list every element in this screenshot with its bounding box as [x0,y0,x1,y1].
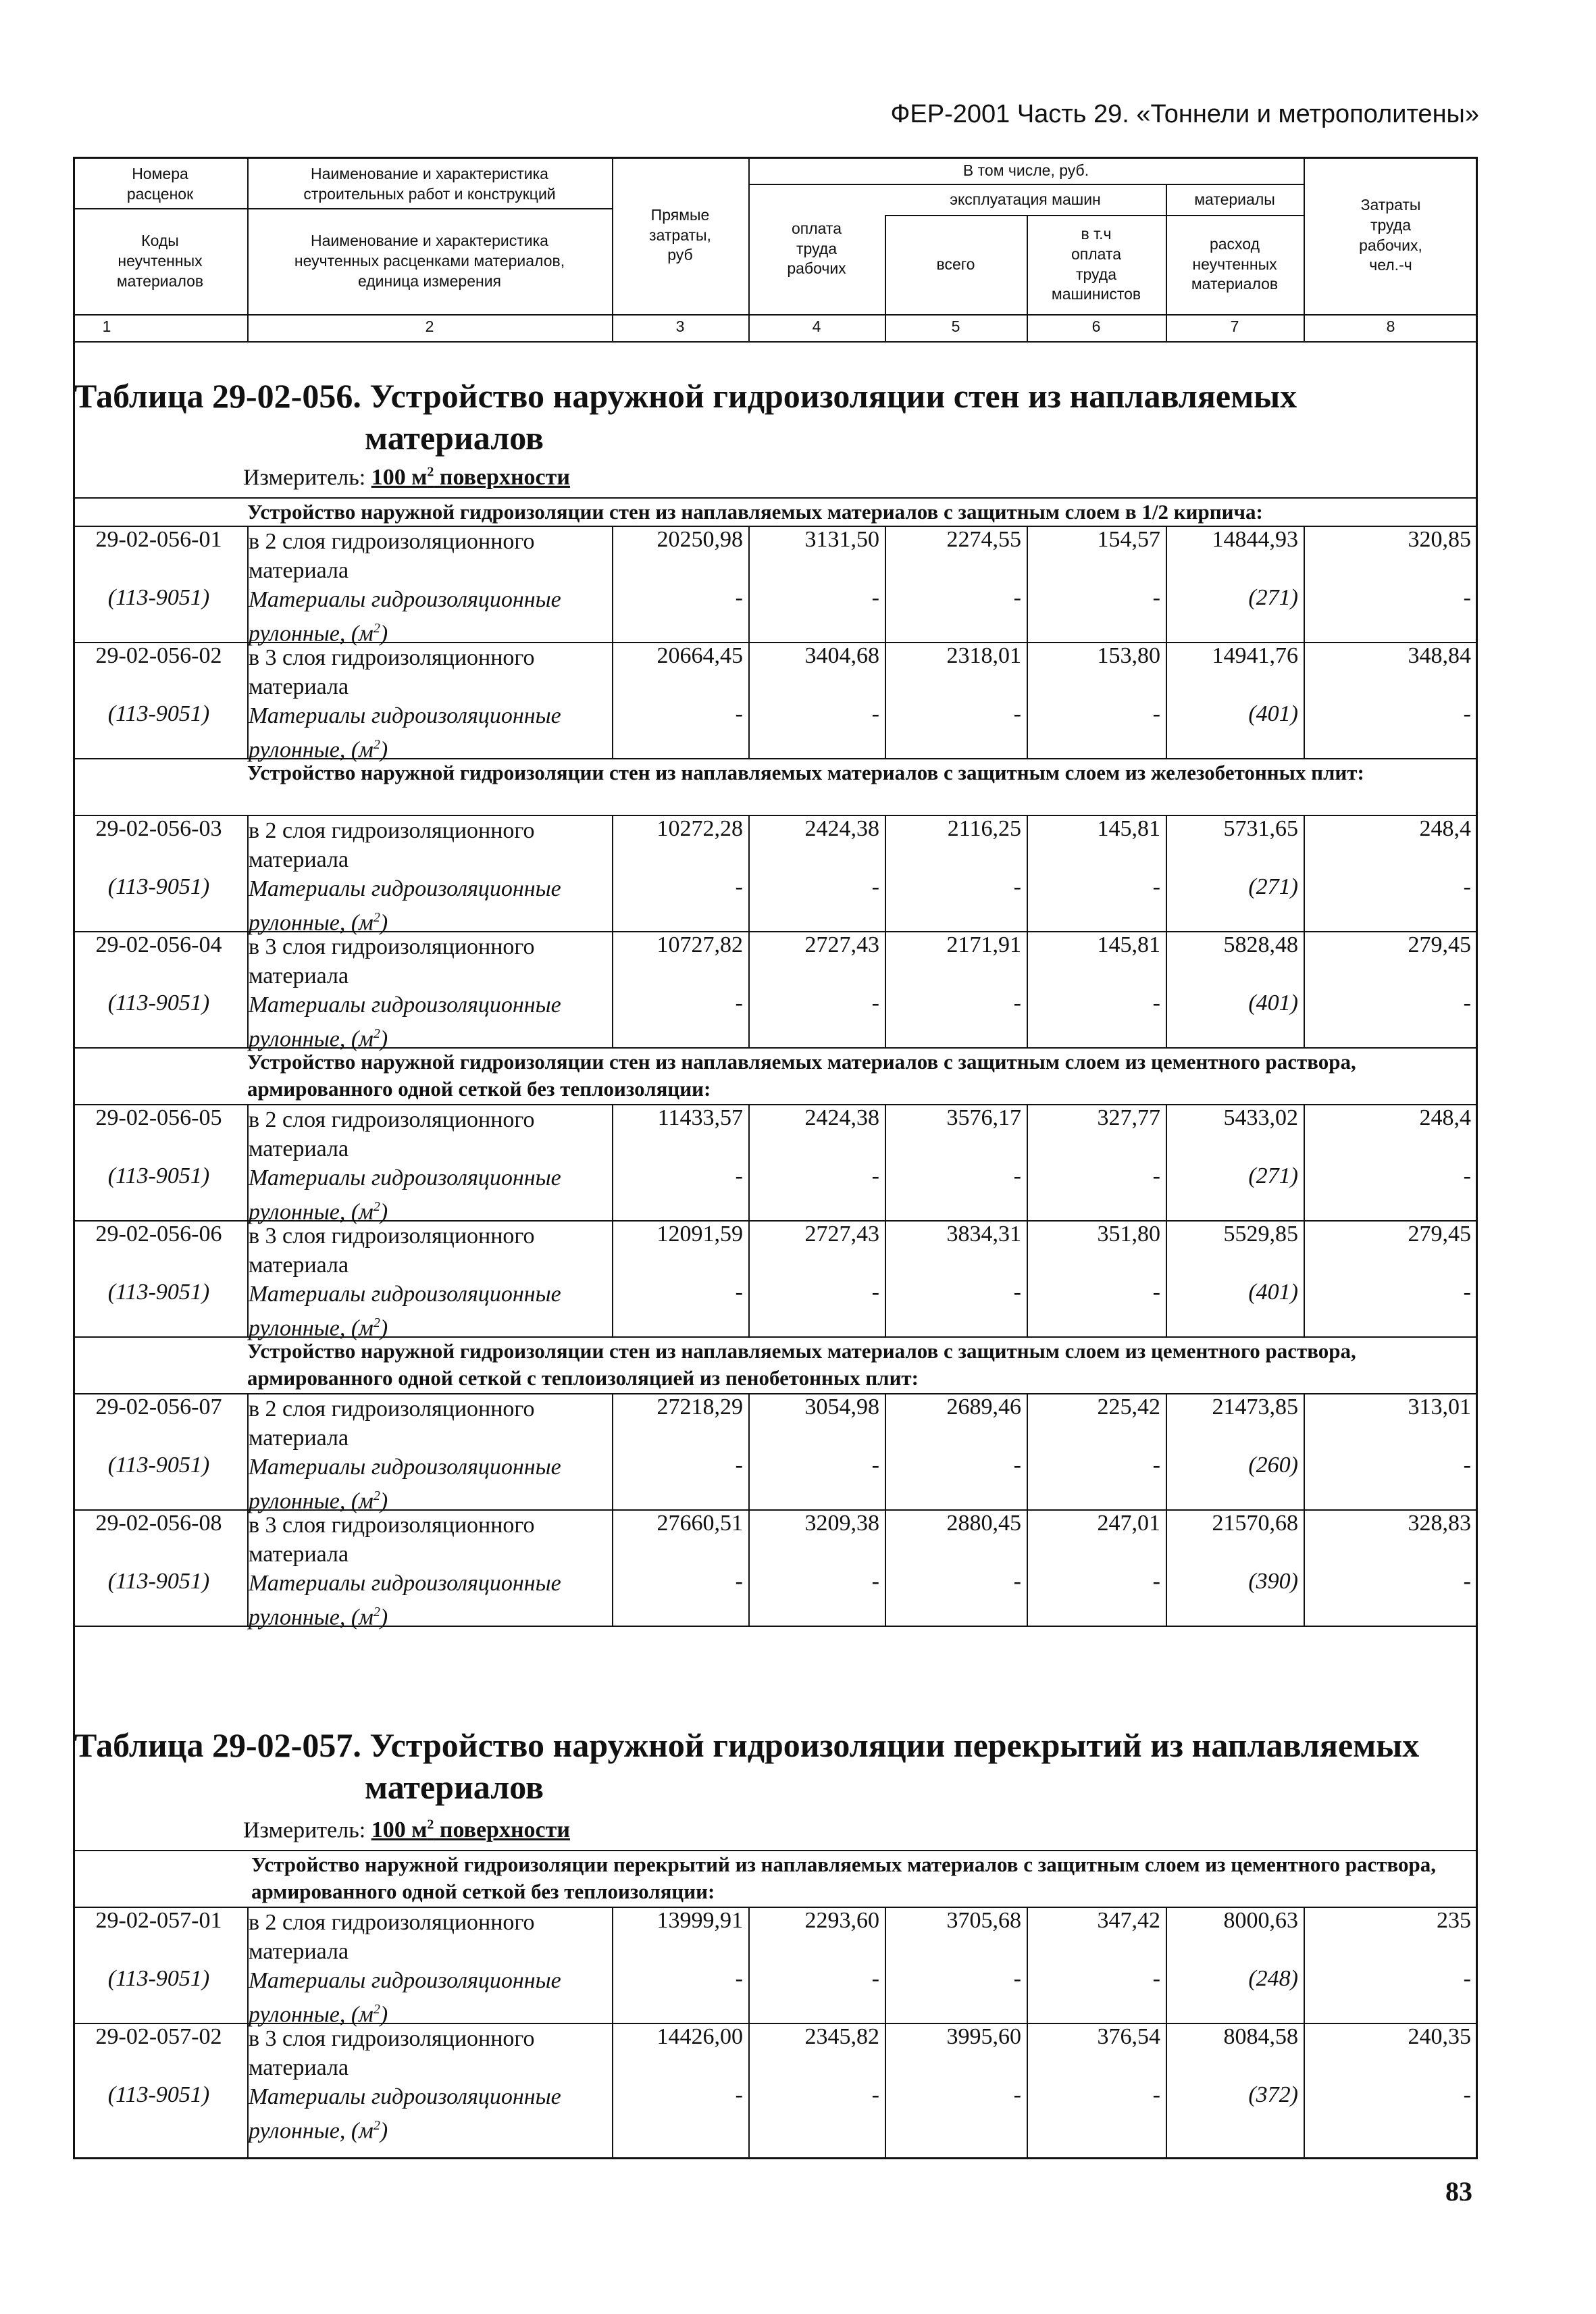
dash: - [1463,874,1471,899]
table-title [74,375,1297,459]
material-code: (113-9051) [107,1280,210,1305]
materials-value: 21570,68 [1212,1511,1298,1536]
machinist-wages-value: 327,77 [1097,1105,1160,1130]
dash: - [1013,585,1021,610]
col-header-machines: эксплуатация машин [950,191,1101,209]
unit-close: ) [380,737,388,763]
work-description: в 2 слоя гидроизоляционного материала [249,529,535,583]
header-divider [73,208,247,209]
material-use-value: (260) [1248,1453,1298,1478]
machines-value: 2318,01 [946,643,1021,668]
labor-value: 279,45 [1408,932,1471,957]
dash: - [871,585,879,610]
wages-value: 2345,82 [804,2024,879,2049]
machinist-wages-value: 351,80 [1097,1222,1160,1247]
labor-value: 279,45 [1408,1222,1471,1247]
unit-close: ) [380,1488,388,1514]
labor-value: 328,83 [1408,1511,1471,1536]
col-number: 2 [425,318,434,335]
machines-value: 2880,45 [946,1511,1021,1536]
unit-close: ) [380,2118,388,2144]
material-code: (113-9051) [107,1163,210,1188]
labor-value: 248,4 [1419,816,1471,841]
dash: - [1013,701,1021,726]
material-code: (113-9051) [107,990,210,1015]
material-code: (113-9051) [107,701,210,726]
dash: - [1152,1453,1160,1478]
unit-close: ) [380,621,388,647]
material-description [249,585,613,648]
table-title-line: материалов [365,419,544,457]
dash: - [735,1453,743,1478]
dash: - [1463,585,1471,610]
material-code: (113-9051) [107,1569,210,1594]
machines-value: 2274,55 [946,527,1021,552]
meter-unit-exponent: 2 [427,465,434,480]
header-divider [73,314,1478,316]
dash: - [871,1569,879,1594]
material-name: Материалы гидроизоляционные рулонные, (м [249,1282,561,1341]
material-use-value: (390) [1248,1569,1298,1594]
dash: - [1013,1453,1021,1478]
material-code: (113-9051) [107,2082,210,2107]
work-description: в 3 слоя гидроизоляционного материала [249,1513,535,1567]
col-header-direct-costs: Прямые затраты, руб [649,205,711,264]
machinist-wages-value: 225,42 [1097,1394,1160,1419]
unit-exponent: 2 [373,621,380,636]
work-description: в 2 слоя гидроизоляционного материала [249,1397,535,1451]
unit-exponent: 2 [373,1488,380,1503]
direct-costs-value: 27218,29 [657,1394,743,1419]
section-heading: Устройство наружной гидроизоляции стен из наплавляемых материалов с защитным слоем в 1/2 кирпича: [247,500,1263,524]
rate-code: 29-02-057-02 [95,2024,222,2049]
col-header-materials-use: расход неучтенных материалов [1191,234,1279,293]
machinist-wages-value: 145,81 [1097,932,1160,957]
material-description [249,874,613,937]
dash: - [1013,2082,1021,2107]
material-use-value: (372) [1248,2082,1298,2107]
material-name: Материалы гидроизоляционные рулонные, (м [249,587,561,647]
unit-exponent: 2 [373,2002,380,2017]
dash: - [735,874,743,899]
table-title-line: материалов [365,1768,544,1806]
wages-value: 3054,98 [804,1394,879,1419]
rate-code: 29-02-056-05 [95,1105,222,1130]
col-header-wages: оплата труда рабочих [787,219,846,278]
col-number: 3 [675,318,685,335]
dash: - [1013,1280,1021,1305]
machines-value: 3995,60 [946,2024,1021,2049]
dash: - [871,990,879,1015]
materials-value: 8084,58 [1223,2024,1298,2049]
material-use-value: (248) [1248,1966,1298,1991]
unit-close: ) [380,910,388,936]
direct-costs-value: 27660,51 [657,1511,743,1536]
material-description [249,1966,613,2029]
dash: - [1013,990,1021,1015]
table-meter [243,465,570,491]
dash: - [1463,2082,1471,2107]
unit-exponent: 2 [373,910,380,925]
machines-value: 2116,25 [947,816,1021,841]
material-code: (113-9051) [107,1453,210,1478]
unit-exponent: 2 [373,737,380,752]
material-use-value: (401) [1248,1280,1298,1305]
material-use-value: (271) [1248,874,1298,899]
direct-costs-value: 13999,91 [657,1908,743,1933]
col-header-machines-total: всего [936,255,975,273]
dash: - [871,1966,879,1991]
dash: - [735,1280,743,1305]
unit-close: ) [380,1026,388,1052]
materials-value: 5529,85 [1223,1222,1298,1247]
machinist-wages-value: 153,80 [1097,643,1160,668]
page-number: 83 [1445,2176,1472,2207]
work-description: в 3 слоя гидроизоляционного материала [249,934,535,988]
material-code: (113-9051) [107,874,210,899]
dash: - [735,1966,743,1991]
material-description [249,1280,613,1342]
unit-exponent: 2 [373,1199,380,1214]
labor-value: 313,01 [1408,1394,1471,1419]
machinist-wages-value: 154,57 [1097,527,1160,552]
direct-costs-value: 14426,00 [657,2024,743,2049]
labor-value: 240,35 [1408,2024,1471,2049]
meter-amount: 100 м [371,465,428,491]
machines-value: 3834,31 [946,1222,1021,1247]
direct-costs-value: 20664,45 [657,643,743,668]
work-description: в 3 слоя гидроизоляционного материала [249,1224,535,1278]
materials-value: 14844,93 [1212,527,1298,552]
section-heading: Устройство наружной гидроизоляции перекрытий из наплавляемых материалов с защитным слоем из цементного раствора, армированного одной сеткой без теплоизоляции: [251,1853,1437,1903]
material-name: Материалы гидроизоляционные рулонные, (м [249,992,561,1052]
unit-exponent: 2 [373,2118,380,2133]
table-title-line: Таблица 29-02-057. Устройство наружной гидроизоляции перекрытий из наплавляемых [74,1726,1420,1764]
wages-value: 2727,43 [804,1222,879,1247]
materials-value: 8000,63 [1223,1908,1298,1933]
unit-exponent: 2 [373,1605,380,1619]
rate-code: 29-02-056-01 [95,527,222,552]
wages-value: 3131,50 [804,527,879,552]
machinist-wages-value: 376,54 [1097,2024,1160,2049]
dash: - [1463,1163,1471,1188]
machinist-wages-value: 145,81 [1097,816,1160,841]
labor-value: 248,4 [1419,1105,1471,1130]
work-description: в 2 слоя гидроизоляционного материала [249,1910,535,1964]
meter-amount: 100 м [371,1817,428,1843]
unit-exponent: 2 [373,1026,380,1041]
wages-value: 2424,38 [804,1105,879,1130]
material-description [249,1163,613,1226]
unit-close: ) [380,1315,388,1341]
dash: - [735,701,743,726]
unit-exponent: 2 [373,1315,380,1330]
row-divider [73,1626,1478,1627]
col-number: 7 [1230,318,1239,335]
work-description: в 3 слоя гидроизоляционного материала [249,645,535,699]
dash: - [1463,1280,1471,1305]
unit-close: ) [380,1199,388,1225]
dash: - [871,1280,879,1305]
dash: - [1152,1163,1160,1188]
materials-value: 5828,48 [1223,932,1298,957]
col-number: 1 [102,318,111,335]
dash: - [1463,1966,1471,1991]
rate-code: 29-02-057-01 [95,1908,222,1933]
col-header-material-name: Наименование и характеристика неучтенных расценками материалов, единица измерения [294,232,565,290]
material-description [249,1569,613,1632]
material-code: (113-9051) [107,1966,210,1991]
direct-costs-value: 11433,57 [657,1105,743,1130]
dash: - [1152,701,1160,726]
materials-value: 5433,02 [1223,1105,1298,1130]
section-heading: Устройство наружной гидроизоляции стен из наплавляемых материалов с защитным слоем из цементного раствора, армированного одной сеткой с теплоизоляцией из пенобетонных плит: [247,1339,1356,1390]
dash: - [1463,990,1471,1015]
material-description [249,2082,613,2145]
material-name: Материалы гидроизоляционные рулонные, (м [249,1968,561,2028]
dash: - [1152,874,1160,899]
header-divider [247,208,612,209]
material-name: Материалы гидроизоляционные рулонные, (м [249,876,561,936]
dash: - [1152,1966,1160,1991]
page-header-title: ФЕР-2001 Часть 29. «Тоннели и метрополитены» [890,100,1479,128]
dash: - [1152,585,1160,610]
rate-code: 29-02-056-03 [95,816,222,841]
labor-value: 235 [1437,1908,1471,1933]
dash: - [1463,701,1471,726]
dash: - [735,990,743,1015]
dash: - [1013,1569,1021,1594]
meter-value [371,465,570,490]
material-description [249,990,613,1053]
dash: - [1013,1966,1021,1991]
material-name: Материалы гидроизоляционные рулонные, (м [249,2084,561,2144]
labor-value: 348,84 [1408,643,1471,668]
material-use-value: (401) [1248,701,1298,726]
dash: - [1152,1280,1160,1305]
col-number: 4 [812,318,821,335]
meter-suffix: поверхности [434,1817,570,1843]
material-description [249,701,613,764]
dash: - [735,1569,743,1594]
dash: - [1013,874,1021,899]
dash: - [1463,1569,1471,1594]
col-number: 6 [1091,318,1101,335]
dash: - [1463,1453,1471,1478]
col-header-including: В том числе, руб. [962,161,1089,180]
work-description: в 3 слоя гидроизоляционного материала [249,2026,535,2080]
direct-costs-value: 20250,98 [657,527,743,552]
machines-value: 2171,91 [946,932,1021,957]
meter-suffix: поверхности [434,465,570,491]
col-header-machinist-wages: в т.ч оплата труда машинистов [1051,224,1141,303]
material-description [249,1453,613,1515]
machinist-wages-value: 347,42 [1097,1908,1160,1933]
wages-value: 3404,68 [804,643,879,668]
work-description: в 2 слоя гидроизоляционного материала [249,818,535,872]
wages-value: 2424,38 [804,816,879,841]
dash: - [871,874,879,899]
meter-unit-exponent: 2 [427,1817,434,1832]
dash: - [1152,990,1160,1015]
table-title-line: Таблица 29-02-056. Устройство наружной гидроизоляции стен из наплавляемых [74,377,1297,415]
material-name: Материалы гидроизоляционные рулонные, (м [249,1455,561,1514]
col-header-labor: Затраты труда рабочих, чел.-ч [1359,195,1422,274]
section-heading: Устройство наружной гидроизоляции стен из наплавляемых материалов с защитным слоем из цементного раствора, армированного одной сеткой без теплоизоляции: [247,1050,1356,1101]
material-use-value: (271) [1248,585,1298,610]
wages-value: 3209,38 [804,1511,879,1536]
col-header-materials: материалы [1194,191,1275,209]
dash: - [735,585,743,610]
unit-close: ) [380,2002,388,2028]
machinist-wages-value: 247,01 [1097,1511,1160,1536]
dash: - [871,1453,879,1478]
table-meter [243,1817,570,1843]
meter-prefix: Измеритель: [243,1817,371,1843]
col-header-work-name: Наименование и характеристика строительных работ и конструкций [303,165,556,203]
unit-close: ) [380,1605,388,1630]
materials-value: 5731,65 [1223,816,1298,841]
meter-prefix: Измеритель: [243,465,371,491]
material-name: Материалы гидроизоляционные рулонные, (м [249,703,561,763]
rate-code: 29-02-056-02 [95,643,222,668]
machines-value: 3705,68 [946,1908,1021,1933]
materials-value: 21473,85 [1212,1394,1298,1419]
wages-value: 2727,43 [804,932,879,957]
dash: - [871,701,879,726]
rate-code: 29-02-056-06 [95,1222,222,1247]
direct-costs-value: 10272,28 [657,816,743,841]
machines-value: 2689,46 [946,1394,1021,1419]
meter-value [371,1817,570,1842]
dash: - [735,2082,743,2107]
labor-value: 320,85 [1408,527,1471,552]
dash: - [871,1163,879,1188]
col-header-rate-codes: Коды неучтенных материалов [116,232,204,290]
rate-code: 29-02-056-04 [95,932,222,957]
dash: - [1152,1569,1160,1594]
col-header-rate-numbers: Номера расценок [126,165,194,203]
wages-value: 2293,60 [804,1908,879,1933]
machines-value: 3576,17 [946,1105,1021,1130]
material-name: Материалы гидроизоляционные рулонные, (м [249,1571,561,1630]
rate-code: 29-02-056-07 [95,1394,222,1419]
dash: - [735,1163,743,1188]
material-code: (113-9051) [107,585,210,610]
materials-value: 14941,76 [1212,643,1298,668]
section-heading: Устройство наружной гидроизоляции стен из наплавляемых материалов с защитным слоем из железобетонных плит: [247,761,1364,784]
col-number: 5 [951,318,960,335]
direct-costs-value: 12091,59 [657,1222,743,1247]
material-name: Материалы гидроизоляционные рулонные, (м [249,1165,561,1225]
dash: - [1152,2082,1160,2107]
table-title [74,1724,1419,1808]
header-divider [73,341,1478,343]
material-use-value: (271) [1248,1163,1298,1188]
material-use-value: (401) [1248,990,1298,1015]
rate-code: 29-02-056-08 [95,1511,222,1536]
dash: - [1013,1163,1021,1188]
work-description: в 2 слоя гидроизоляционного материала [249,1107,535,1161]
col-number: 8 [1386,318,1395,335]
direct-costs-value: 10727,82 [657,932,743,957]
dash: - [871,2082,879,2107]
